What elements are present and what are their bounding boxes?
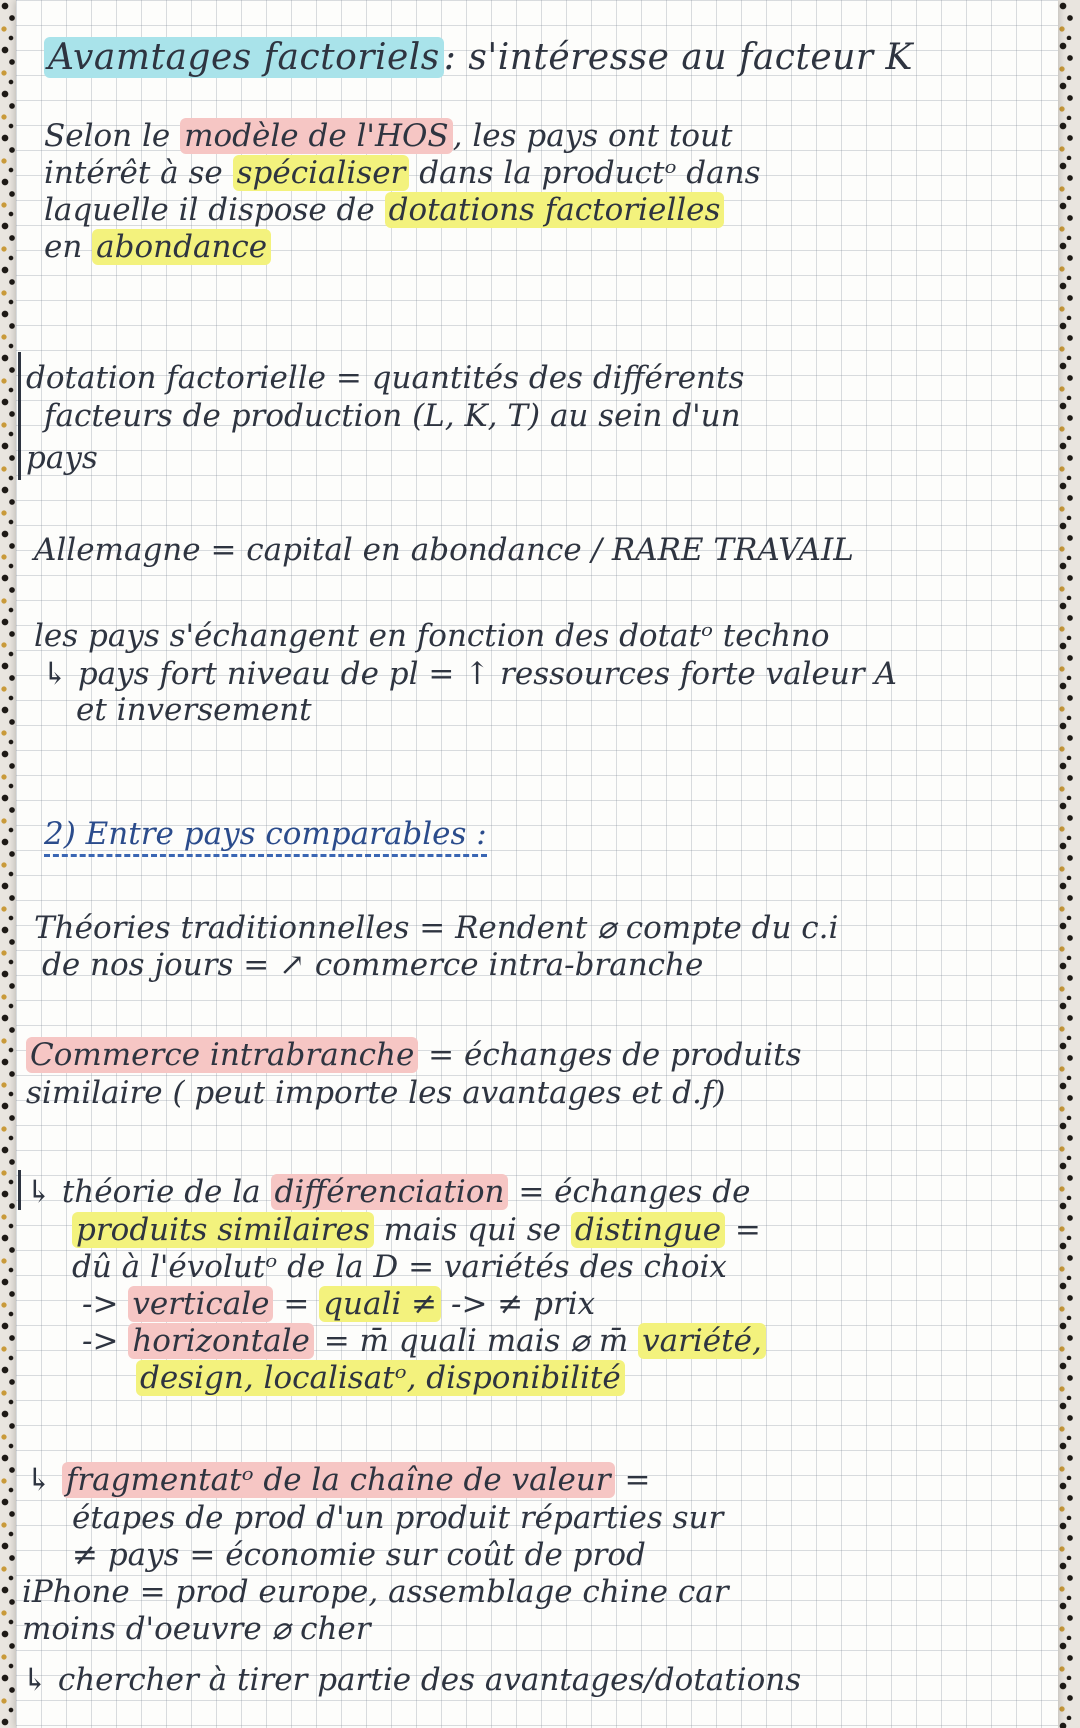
note-line-11: ↳ pays fort niveau de pl = ↑ ressources forte valeur A [42,656,897,692]
note-line-9: Allemagne = capital en abondance / RARE TRAVAIL [34,532,854,568]
text-run: en [44,229,93,265]
highlight-variete: variété, [638,1323,766,1359]
note-line-17: similaire ( peut importe les avantages et d.f) [26,1075,726,1111]
grid-paper-sheet [16,0,1058,1728]
text-run: laquelle il dispose de [44,192,385,228]
text-run: = m̄ quali mais ⌀ m̄ [313,1323,639,1359]
note-line-5 [44,229,271,265]
margin-bracket [18,352,21,480]
note-line-24 [26,1462,650,1498]
highlight-design-list: design, localisatᵒ, disponibilité [136,1360,625,1396]
text-run: = échanges de [508,1174,751,1210]
note-line-1 [44,37,913,78]
note-line-8: pays [26,440,98,476]
note-line-3 [44,155,761,191]
highlight-specialiser: spécialiser [233,155,410,191]
note-line-6: dotation factorielle = quantités des différents [26,360,745,396]
note-line-28: moins d'oeuvre ⌀ cher [22,1611,371,1647]
note-line-2 [44,118,732,154]
note-line-20: dû à l'évolutᵒ de la D = variétés des choix [72,1249,727,1285]
text-run: = [273,1286,320,1322]
note-line-4 [44,192,724,228]
note-line-14: Théories traditionnelles = Rendent ⌀ compte du c.i [34,910,839,946]
note-line-18 [26,1174,750,1210]
highlight-distingue: distingue [571,1212,725,1248]
arrow-glyph: ↳ [26,1462,62,1498]
text-run: Selon le [44,118,181,154]
highlight-abondance: abondance [92,229,271,265]
highlight-hos-model: modèle de l'HOS [180,118,453,154]
text-run: -> ≠ prix [441,1286,596,1322]
highlight-produits-similaires: produits similaires [72,1212,374,1248]
note-line-12: et inversement [76,692,312,728]
note-line-10: les pays s'échangent en fonction des dotatᵒ techno [34,618,830,654]
text-run: ↳ théorie de la [26,1174,271,1210]
note-line-25: étapes de prod d'un produit réparties sur [72,1500,724,1536]
note-line-19 [72,1212,761,1248]
section-heading: Avamtages factoriels [44,37,444,78]
highlight-verticale: verticale [128,1286,273,1322]
note-line-26: ≠ pays = économie sur coût de prod [72,1537,646,1573]
subsection-heading: 2) Entre pays comparables : [44,816,487,857]
note-line-16 [26,1037,802,1073]
note-line-29: ↳ chercher à tirer partie des avantages/dotations [22,1662,802,1698]
highlight-quali: quali ≠ [319,1286,441,1322]
text-run: = [614,1462,651,1498]
note-line-27: iPhone = prod europe, assemblage chine car [22,1574,729,1610]
left-speckled-border [0,0,16,1728]
highlight-horizontale: horizontale [128,1323,314,1359]
arrow-glyph: -> [82,1286,129,1322]
arrow-glyph: -> [82,1323,129,1359]
heading-suffix: : s'intéresse au facteur K [443,37,913,78]
note-line-13 [44,816,487,852]
text-run: intérêt à se [44,155,233,191]
note-line-23 [136,1360,625,1396]
note-line-21 [82,1286,595,1322]
text-run: = échanges de produits [418,1037,802,1073]
highlight-commerce-intrabranche: Commerce intrabranche [26,1037,418,1073]
note-line-15: de nos jours = ↗ commerce intra-branche [42,947,704,983]
text-run: , les pays ont tout [452,118,733,154]
text-run: mais qui se [373,1212,571,1248]
note-line-22 [82,1323,766,1359]
highlight-fragmentation: fragmentatᵒ de la chaîne de valeur [62,1462,615,1498]
highlight-differenciation: différenciation [271,1174,509,1210]
text-run: dans la productᵒ dans [409,155,761,191]
note-line-7: facteurs de production (L, K, T) au sein d'un [44,398,741,434]
text-run: = [725,1212,761,1248]
highlight-dotations: dotations factorielles [385,192,725,228]
margin-bracket-2 [18,1170,21,1210]
right-speckled-border [1058,0,1080,1728]
